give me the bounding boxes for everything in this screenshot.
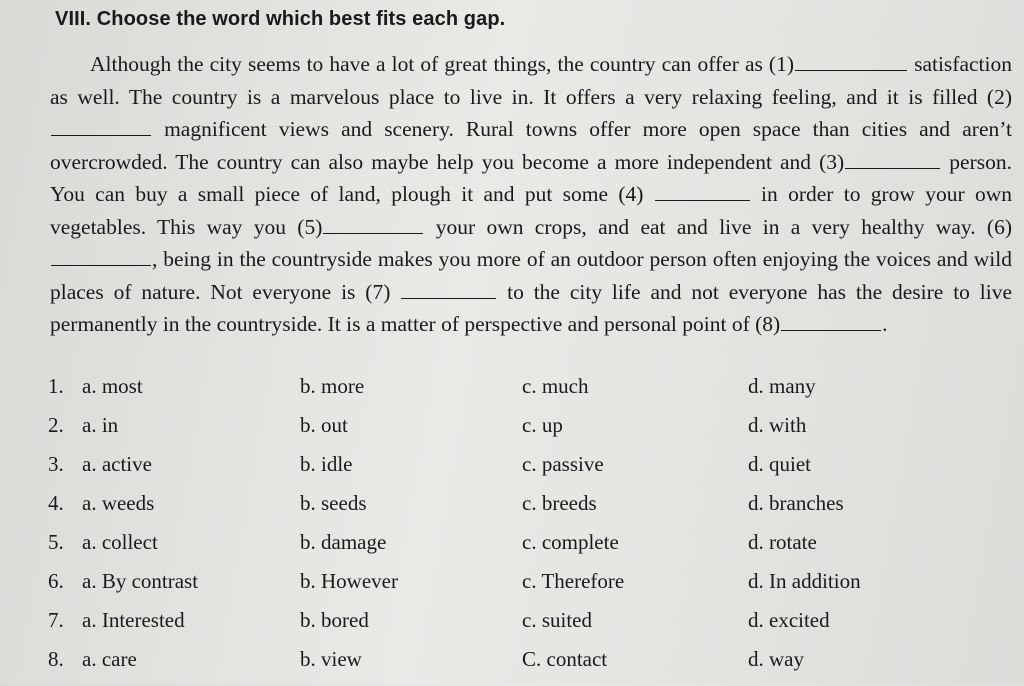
option-d: d. In addition — [748, 569, 861, 593]
question-row — [48, 374, 1008, 413]
option-c: c. up — [522, 413, 563, 437]
option-b: b. damage — [300, 530, 387, 554]
option-d: d. many — [748, 374, 816, 398]
question-number: 5. — [48, 530, 64, 554]
question-number: 4. — [48, 491, 64, 515]
section-heading: VIII. Choose the word which best fits each gap. — [55, 8, 506, 30]
option-d: d. rotate — [748, 530, 817, 554]
gap-3-blank — [845, 148, 940, 169]
question-row — [48, 491, 1008, 530]
question-row — [48, 413, 1008, 452]
option-b: b. out — [300, 413, 348, 437]
passage-text-9: . — [882, 312, 888, 336]
passage-text-7: , being in the countryside makes you more of an outdoor person often enjoying the voices and wild places of nature. Not everyone is (7) — [50, 247, 1012, 304]
cloze-passage — [50, 48, 1012, 341]
option-a: a. active — [82, 452, 152, 476]
passage-text-5: in order to grow your own vegetables. This way you (5) — [50, 182, 1013, 239]
question-number: 8. — [48, 647, 64, 671]
gap-8-blank — [781, 310, 881, 331]
question-number: 2. — [48, 413, 64, 437]
gap-5-blank — [323, 213, 423, 234]
option-c: c. suited — [522, 608, 592, 632]
option-b: b. seeds — [300, 491, 367, 515]
option-a: a. weeds — [82, 491, 155, 515]
option-b: b. idle — [300, 452, 353, 476]
gap-7-blank — [401, 278, 496, 299]
option-c: C. contact — [522, 647, 608, 671]
option-d: d. with — [748, 413, 807, 437]
passage-paragraph — [50, 48, 1012, 341]
gap-4-blank — [655, 180, 750, 201]
question-number: 3. — [48, 452, 64, 476]
option-a: a. in — [82, 413, 119, 437]
passage-text-6: your own crops, and eat and live in a very healthy way. (6) — [435, 214, 1012, 239]
passage-text-2: satisfaction as well. The country is a marvelous place to live in. It offers a very relaxing feeling, and it is filled (2) — [50, 52, 1012, 109]
option-c: c. passive — [522, 452, 604, 476]
question-row — [48, 647, 1008, 686]
option-a: a. Interested — [82, 608, 185, 632]
option-c: c. breeds — [522, 491, 597, 515]
option-b: b. bored — [300, 608, 369, 632]
option-a: a. most — [82, 374, 143, 398]
option-d: d. branches — [748, 491, 844, 515]
question-number: 6. — [48, 569, 64, 593]
option-d: d. way — [748, 647, 804, 671]
passage-text-4: person. You can buy a small piece of land, plough it and put some (4) — [50, 149, 1012, 206]
passage-text-8: to the city life and not everyone has the desire to live permanently in the countryside. It is a matter of perspective and personal point of (8) — [50, 279, 1013, 336]
answer-options-list — [48, 374, 1008, 686]
gap-6-blank — [51, 245, 151, 266]
gap-2-blank — [51, 115, 151, 136]
question-row — [48, 569, 1008, 608]
option-a: a. By contrast — [82, 569, 199, 593]
option-c: c. much — [522, 374, 589, 398]
question-number: 1. — [48, 374, 64, 398]
option-a: a. care — [82, 647, 137, 671]
gap-1-blank — [795, 50, 907, 71]
question-row — [48, 608, 1008, 647]
option-d: d. quiet — [748, 452, 811, 476]
option-b: b. view — [300, 647, 362, 671]
passage-text-1: Although the city seems to have a lot of great things, the country can offer as (1) — [90, 52, 794, 76]
option-a: a. collect — [82, 530, 158, 554]
passage-text-3: magnificent views and scenery. Rural towns offer more open space than cities and aren’t overcrowded. The country can also maybe help you become a more independent and (3) — [50, 117, 1012, 174]
question-row — [48, 530, 1008, 569]
option-b: b. However — [300, 569, 398, 593]
option-b: b. more — [300, 374, 365, 398]
option-c: c. complete — [522, 530, 619, 554]
question-row — [48, 452, 1008, 491]
option-d: d. excited — [748, 608, 830, 632]
question-number: 7. — [48, 608, 64, 632]
option-c: c. Therefore — [522, 569, 625, 593]
